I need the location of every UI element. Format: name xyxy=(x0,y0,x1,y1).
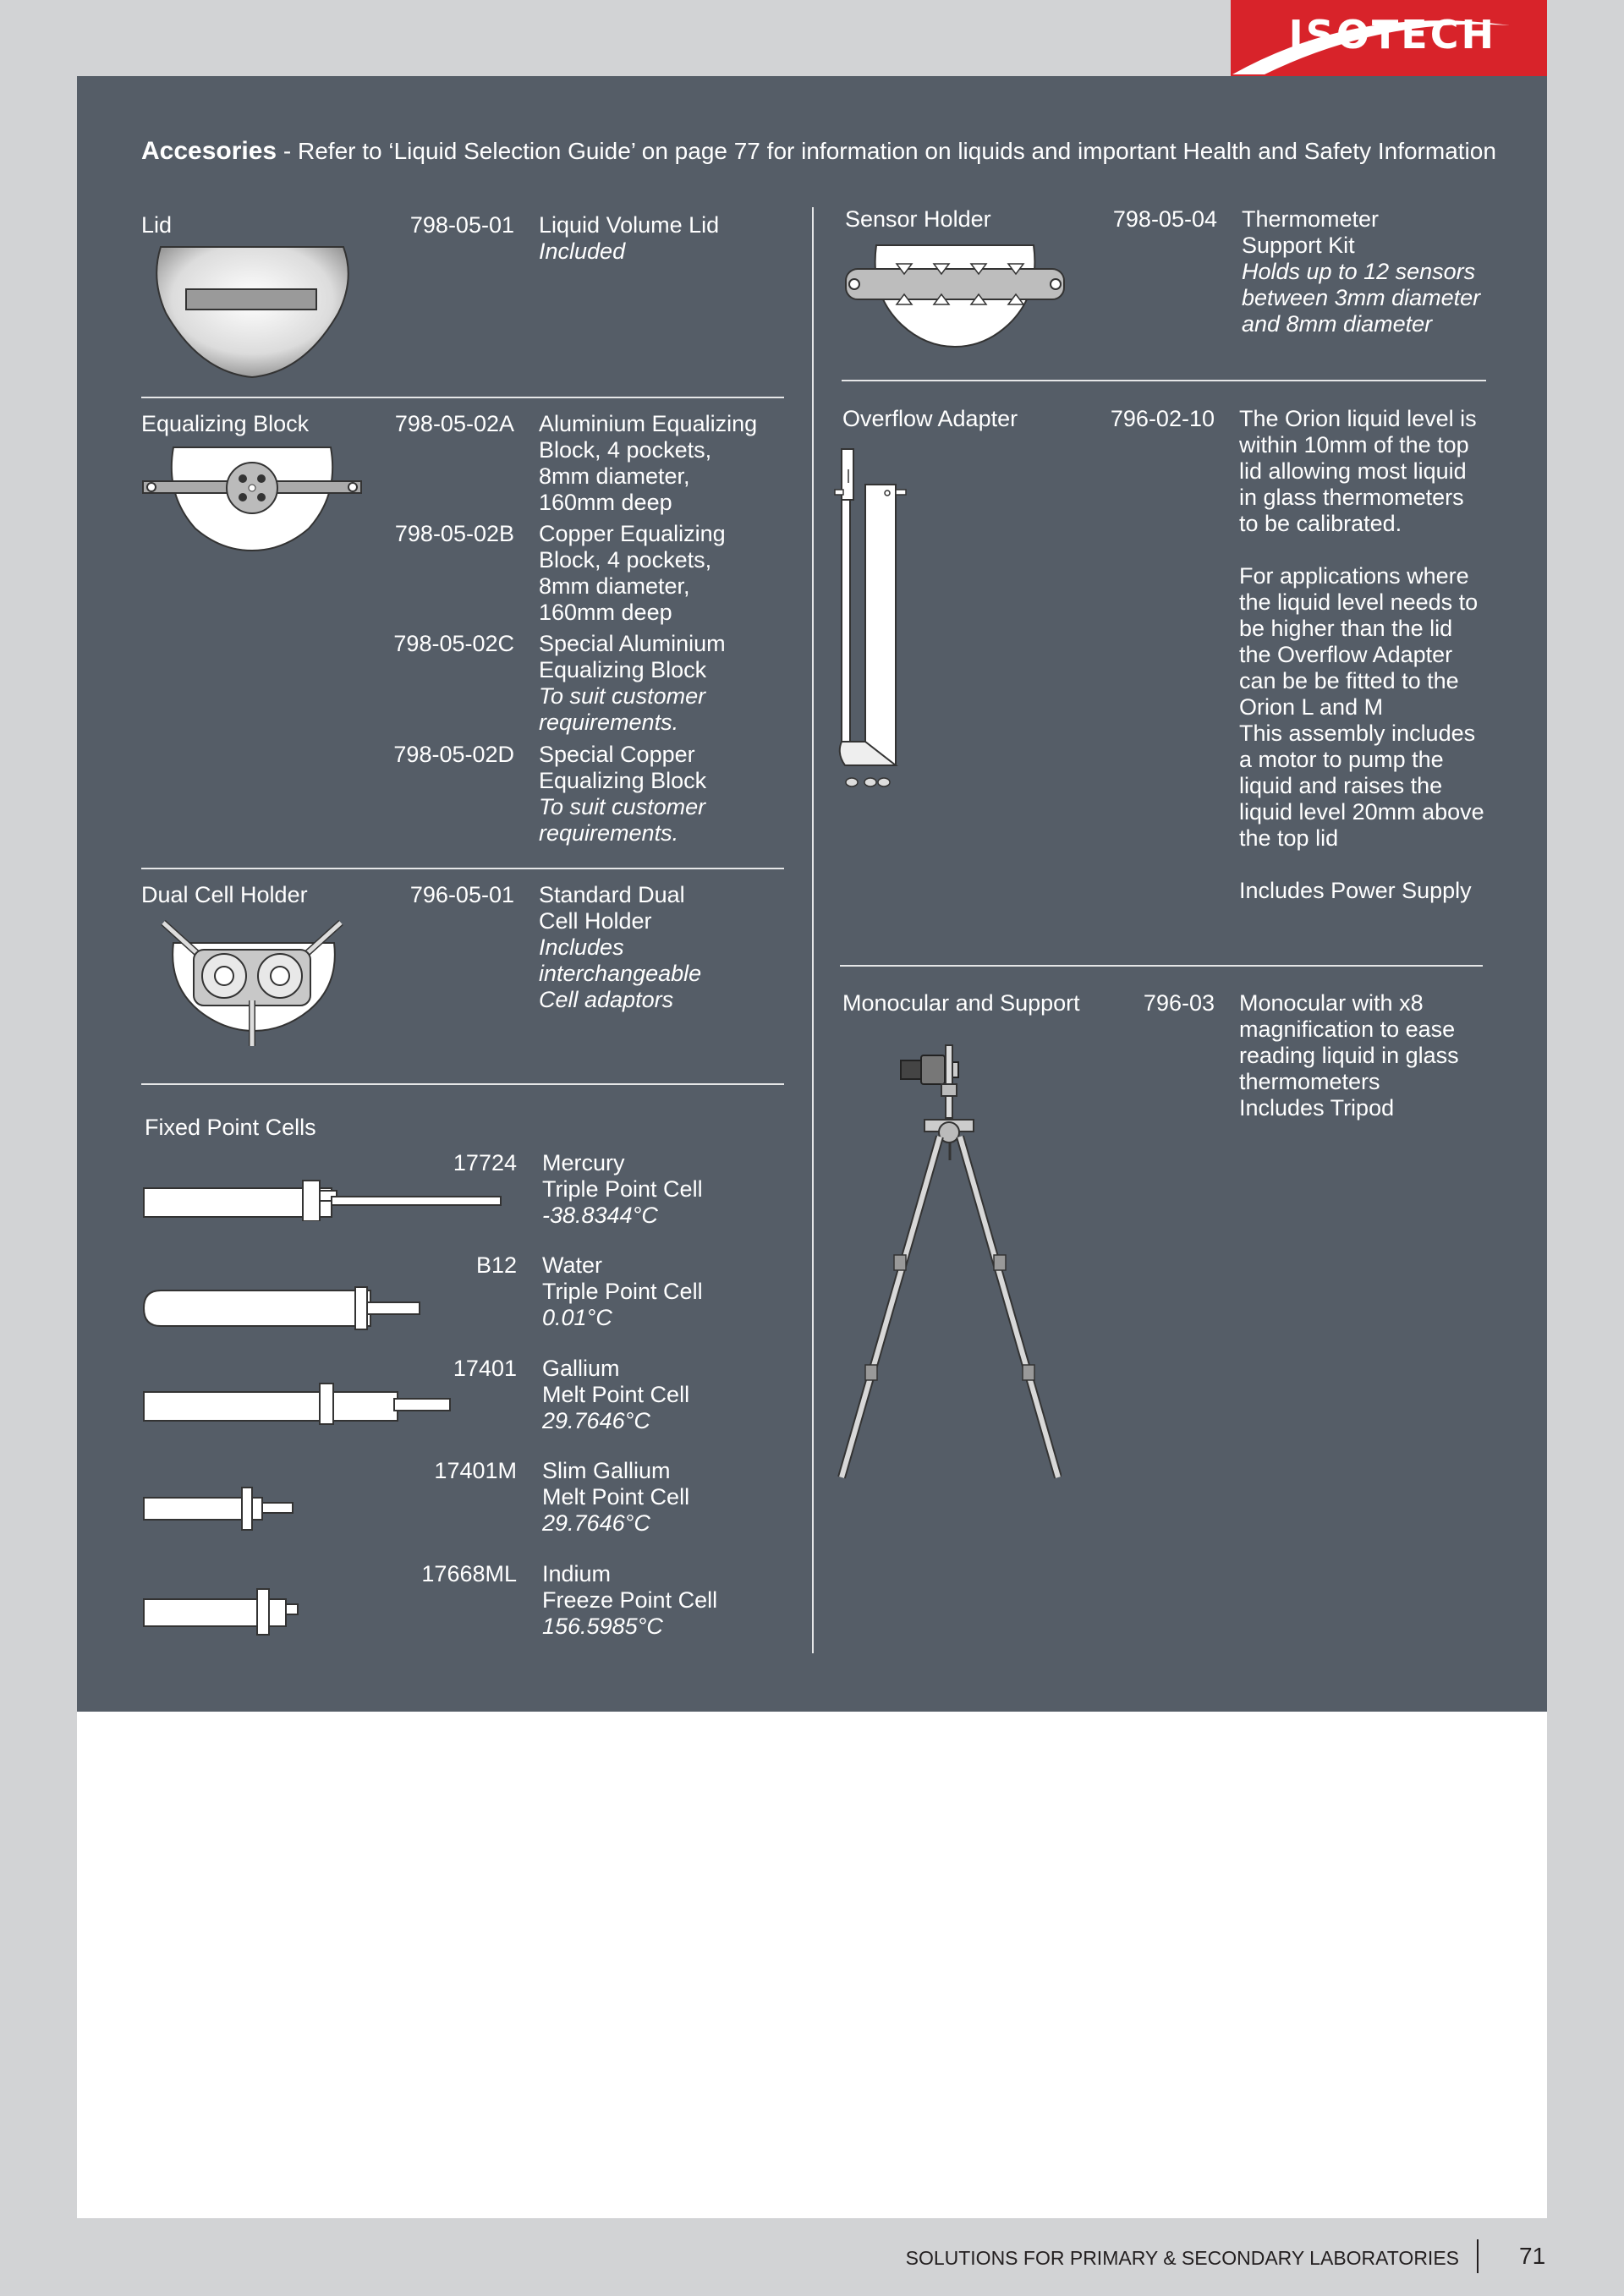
sensor-holder-code: 798-05-04 xyxy=(1112,206,1217,232)
desc-line: Includes Tripod xyxy=(1239,1095,1395,1121)
dual-cell-holder-illustration-icon xyxy=(156,918,351,1049)
sensor-holder-name: Sensor Holder xyxy=(845,206,991,232)
monocular-name: Monocular and Support xyxy=(842,990,1080,1016)
desc-line: the liquid level needs to xyxy=(1239,589,1479,615)
desc-line: Orion L and M xyxy=(1239,694,1384,720)
desc-line: liquid level 20mm above xyxy=(1239,799,1484,825)
item-code: 796-05-01 xyxy=(409,882,514,907)
desc-line: Block, 4 pockets, xyxy=(539,547,712,573)
page-number: 71 xyxy=(1519,2243,1546,2269)
overflow-adapter-name: Overflow Adapter xyxy=(842,406,1018,431)
desc-line: to be calibrated. xyxy=(1239,511,1402,536)
note-line: 29.7646°C xyxy=(542,1510,650,1536)
item-description xyxy=(539,411,757,516)
item-description xyxy=(539,882,701,1013)
slim-gallium-cell-illustration-icon xyxy=(142,1484,298,1532)
desc-line: magnification to ease xyxy=(1239,1016,1456,1042)
item-description xyxy=(542,1252,703,1331)
note-line: 156.5985°C xyxy=(542,1614,663,1639)
page-lower-area xyxy=(77,1712,1547,2218)
desc-line: Slim Gallium xyxy=(542,1458,671,1483)
equalizing-block-name: Equalizing Block xyxy=(141,411,310,436)
item-description xyxy=(542,1356,689,1434)
desc-line: 160mm deep xyxy=(539,490,672,515)
item-description xyxy=(542,1150,703,1229)
heading-subtitle: - Refer to ‘Liquid Selection Guide’ on page 77 for information on liquids and important Health and Safety Information xyxy=(277,138,1496,164)
logo-text: ISOTECH xyxy=(1288,12,1496,58)
note-line: -38.8344°C xyxy=(542,1203,658,1228)
sensor-holder-illustration-icon xyxy=(842,244,1067,352)
item-code: 798-05-02C xyxy=(393,631,514,656)
item-code: 798-05-02A xyxy=(394,411,514,436)
desc-line: 160mm deep xyxy=(539,600,672,625)
desc-line: Melt Point Cell xyxy=(542,1382,690,1407)
desc-line: Aluminium Equalizing xyxy=(539,411,758,436)
note-line: requirements. xyxy=(539,820,679,846)
section-divider xyxy=(141,1083,784,1085)
column-divider xyxy=(812,207,814,1653)
fixed-point-cells-name: Fixed Point Cells xyxy=(145,1115,316,1140)
item-code: 17401 xyxy=(453,1356,517,1381)
desc-line: the top lid xyxy=(1239,825,1339,851)
desc-line: Water xyxy=(542,1252,603,1278)
desc-line: Thermometer xyxy=(1242,206,1380,232)
desc-spacer xyxy=(1239,852,1484,878)
desc-line: 8mm diameter, xyxy=(539,463,690,489)
desc-line: Includes Power Supply xyxy=(1239,878,1472,903)
monocular-description xyxy=(1239,990,1459,1121)
note-line: Cell adaptors xyxy=(539,987,674,1012)
lid-description xyxy=(539,212,719,265)
overflow-adapter-description xyxy=(1239,406,1484,904)
page-heading xyxy=(141,138,1496,164)
desc-line: Liquid Volume Lid xyxy=(539,212,720,238)
gallium-cell-illustration-icon xyxy=(142,1380,455,1427)
desc-line: be higher than the lid xyxy=(1239,616,1453,641)
desc-line: Special Aluminium xyxy=(539,631,726,656)
desc-line: Mercury xyxy=(542,1150,625,1175)
overflow-adapter-illustration-icon xyxy=(833,444,923,791)
note-line: interchangeable xyxy=(539,961,702,986)
tripod-monocular-illustration-icon xyxy=(833,1042,1062,1482)
item-description xyxy=(539,521,726,626)
monocular-code: 796-03 xyxy=(1143,990,1215,1016)
desc-line: Block, 4 pockets, xyxy=(539,437,712,463)
desc-line: Monocular with x8 xyxy=(1239,990,1424,1016)
desc-line: Copper Equalizing xyxy=(539,521,726,546)
desc-line: within 10mm of the top xyxy=(1239,432,1469,458)
desc-line: reading liquid in glass xyxy=(1239,1043,1459,1068)
note-line: 0.01°C xyxy=(542,1305,612,1330)
desc-line: Triple Point Cell xyxy=(542,1279,703,1304)
water-cell-illustration-icon xyxy=(142,1285,425,1331)
note-line: and 8mm diameter xyxy=(1242,311,1433,337)
item-description xyxy=(542,1458,689,1537)
heading-title: Accesories xyxy=(141,137,277,165)
item-description xyxy=(539,631,726,736)
desc-spacer xyxy=(1239,537,1484,563)
note-line: requirements. xyxy=(539,710,679,735)
desc-line: lid allowing most liquid xyxy=(1239,458,1467,484)
note-line: Includes xyxy=(539,934,624,960)
desc-line: a motor to pump the xyxy=(1239,747,1444,772)
item-code: 798-05-02B xyxy=(394,521,514,546)
desc-line: liquid and raises the xyxy=(1239,773,1443,798)
mercury-cell-illustration-icon xyxy=(142,1174,506,1221)
section-divider xyxy=(840,965,1483,967)
desc-line: in glass thermometers xyxy=(1239,485,1464,510)
desc-line: Equalizing Block xyxy=(539,768,707,793)
section-divider xyxy=(141,397,784,398)
desc-line: the Overflow Adapter xyxy=(1239,642,1453,667)
lid-code: 798-05-01 xyxy=(409,212,514,238)
desc-line: Indium xyxy=(542,1561,612,1586)
desc-line: Support Kit xyxy=(1242,233,1355,258)
sensor-holder-description xyxy=(1242,206,1480,337)
section-divider xyxy=(842,380,1486,381)
desc-line: 8mm diameter, xyxy=(539,573,690,599)
note-line: Included xyxy=(539,238,626,264)
section-divider xyxy=(141,868,784,869)
note-line: To suit customer xyxy=(539,794,706,819)
isotech-logo xyxy=(1231,0,1547,76)
item-code: B12 xyxy=(475,1252,517,1278)
desc-line: Special Copper xyxy=(539,742,695,767)
desc-line: Equalizing Block xyxy=(539,657,707,682)
desc-line: Cell Holder xyxy=(539,908,652,934)
lid-illustration-icon xyxy=(152,245,355,381)
item-description xyxy=(542,1561,717,1640)
dual-cell-holder-name: Dual Cell Holder xyxy=(141,882,308,907)
footer-text: SOLUTIONS FOR PRIMARY & SECONDARY LABORATORIES xyxy=(905,2247,1459,2269)
footer-divider xyxy=(1477,2239,1479,2273)
desc-line: Gallium xyxy=(542,1356,620,1381)
item-description xyxy=(539,742,706,847)
desc-line: thermometers xyxy=(1239,1069,1380,1094)
desc-line: For applications where xyxy=(1239,563,1469,589)
note-line: 29.7646°C xyxy=(542,1408,650,1433)
note-line: To suit customer xyxy=(539,683,706,709)
desc-line: Triple Point Cell xyxy=(542,1176,703,1202)
note-line: Holds up to 12 sensors xyxy=(1242,259,1476,284)
desc-line: Standard Dual xyxy=(539,882,685,907)
indium-cell-illustration-icon xyxy=(142,1586,303,1636)
item-code: 17401M xyxy=(434,1458,517,1483)
lid-name: Lid xyxy=(141,212,173,238)
desc-line: can be be fitted to the xyxy=(1239,668,1459,693)
desc-line: Freeze Point Cell xyxy=(542,1587,718,1613)
item-code: 17724 xyxy=(453,1150,517,1175)
desc-line: Melt Point Cell xyxy=(542,1484,690,1510)
item-code: 798-05-02D xyxy=(393,742,514,767)
overflow-adapter-code: 796-02-10 xyxy=(1110,406,1215,431)
desc-line: This assembly includes xyxy=(1239,721,1476,746)
note-line: between 3mm diameter xyxy=(1242,285,1481,310)
item-code: 17668ML xyxy=(421,1561,517,1586)
desc-line: The Orion liquid level is xyxy=(1239,406,1477,431)
